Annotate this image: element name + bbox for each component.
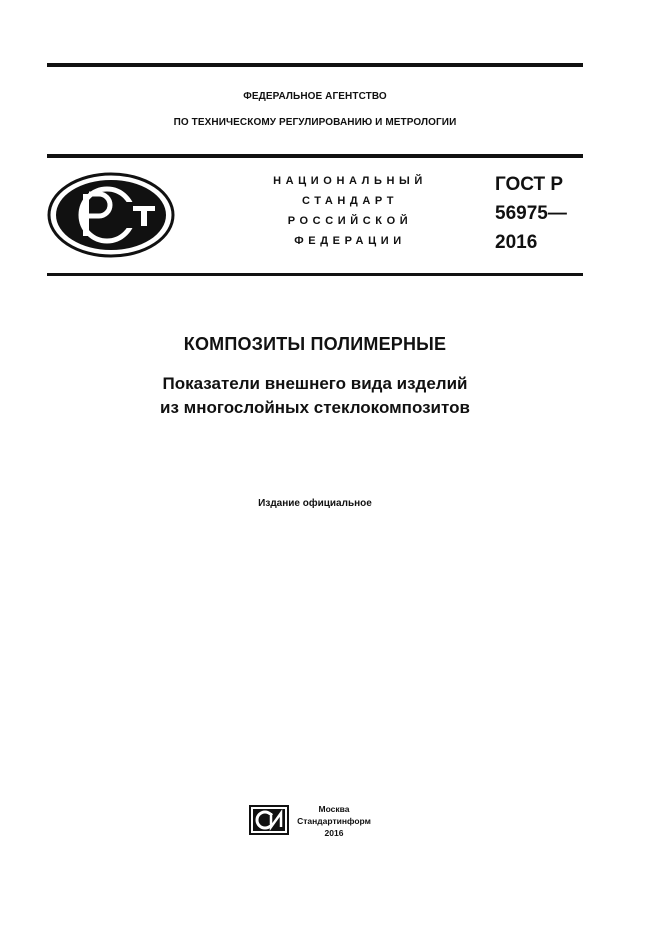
imprint-publisher: Стандартинформ [297, 816, 371, 826]
edition-label: Издание официальное [258, 498, 372, 509]
imprint-city: Москва [318, 804, 350, 814]
imprint-year: 2016 [324, 828, 344, 838]
rst-certification-mark-icon [47, 172, 175, 258]
document-subtitle [47, 372, 583, 420]
header-rule-bottom [47, 273, 583, 276]
agency-name-line-1: ФЕДЕРАЛЬНОЕ АГЕНТСТВО [243, 91, 387, 102]
standartinform-logo-icon [249, 805, 289, 835]
national-line: ФЕДЕРАЦИИ [294, 235, 406, 247]
imprint [294, 803, 374, 839]
national-standard-label [250, 171, 450, 251]
code-line: 56975— [495, 203, 567, 224]
agency-name-line-2: ПО ТЕХНИЧЕСКОМУ РЕГУЛИРОВАНИЮ И МЕТРОЛОГИИ [173, 117, 457, 128]
standard-code [495, 170, 583, 257]
document-title: КОМПОЗИТЫ ПОЛИМЕРНЫЕ [183, 334, 447, 354]
national-line: СТАНДАРТ [301, 195, 399, 207]
code-line: 2016 [495, 232, 538, 253]
code-line: ГОСТ Р [495, 174, 564, 195]
top-rule [47, 63, 583, 67]
subtitle-line: Показатели внешнего вида изделий [162, 374, 468, 393]
national-line: РОССИЙСКОЙ [287, 215, 413, 227]
header-rule-top [47, 154, 583, 158]
subtitle-line: из многослойных стеклокомпозитов [160, 398, 470, 417]
national-line: НАЦИОНАЛЬНЫЙ [273, 175, 427, 187]
